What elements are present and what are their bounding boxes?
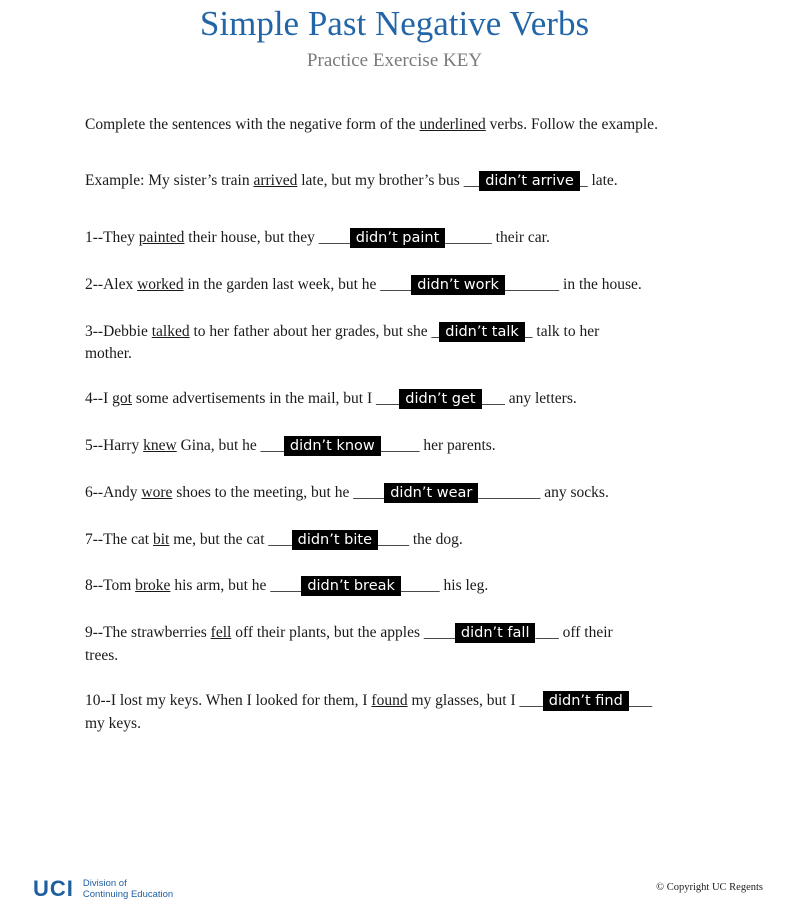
answer-box: didn’t work bbox=[411, 275, 505, 295]
answer-box: didn’t bite bbox=[292, 530, 378, 550]
blank-after: ______ bbox=[445, 229, 492, 246]
sentence-verb: got bbox=[112, 390, 132, 407]
sentence-pre: 9--The strawberries bbox=[85, 624, 211, 641]
blank-after: ___ bbox=[481, 390, 505, 407]
blank-after: ____ bbox=[378, 531, 409, 548]
blank-after: ________ bbox=[478, 484, 541, 501]
sentence-pre: 3--Debbie bbox=[85, 323, 152, 340]
page-subtitle: Practice Exercise KEY bbox=[306, 50, 483, 71]
instructions-text-1: Complete the sentences with the negative form of the bbox=[85, 116, 420, 133]
sentence-post: late. bbox=[587, 172, 618, 189]
answer-box: didn’t wear bbox=[384, 483, 478, 503]
sentence-mid: me, but the cat bbox=[169, 531, 269, 548]
exercise-item-continuation: my keys. bbox=[85, 715, 141, 732]
sentence-post: off their bbox=[558, 624, 613, 641]
blank-after: _ bbox=[524, 323, 533, 340]
blank-after: _____ bbox=[380, 437, 420, 454]
sentence-mid: Gina, but he bbox=[176, 437, 261, 454]
instructions bbox=[85, 116, 685, 134]
sentence-verb: worked bbox=[137, 276, 184, 293]
blank-after: ___ bbox=[628, 692, 653, 709]
uci-logo-text: UCI bbox=[33, 876, 74, 901]
blank-after: _____ bbox=[400, 577, 440, 594]
exercise-item bbox=[85, 320, 599, 343]
sentence-mid: shoes to the meeting, but he bbox=[172, 484, 354, 501]
sentence-mid: late, but my brother’s bus bbox=[297, 172, 464, 189]
exercise-item bbox=[85, 621, 613, 644]
sentence-verb: arrived bbox=[253, 172, 298, 189]
exercise-item bbox=[85, 226, 550, 249]
division-name bbox=[83, 878, 173, 900]
sentence-mid: their house, but they bbox=[184, 229, 319, 246]
sentence-post: the dog. bbox=[409, 531, 463, 548]
exercise-item-continuation: trees. bbox=[85, 647, 119, 664]
sentence-post: any socks. bbox=[540, 484, 609, 501]
blank-before: ____ bbox=[380, 276, 412, 293]
sentence-verb: knew bbox=[143, 437, 177, 454]
exercise-item bbox=[85, 387, 577, 410]
sentence-pre: 8--Tom bbox=[85, 577, 136, 594]
sentence-post: her parents. bbox=[419, 437, 496, 454]
sentence-pre: 4--I bbox=[85, 390, 113, 407]
sentence-verb: found bbox=[371, 692, 408, 709]
answer-box: didn’t paint bbox=[350, 228, 446, 248]
sentence-pre: 2--Alex bbox=[85, 276, 138, 293]
sentence-post: his leg. bbox=[439, 577, 489, 594]
instructions-underlined-word: underlined bbox=[419, 116, 486, 133]
sentence-pre: Example: My sister’s train bbox=[85, 172, 254, 189]
sentence-pre: 7--The cat bbox=[85, 531, 153, 548]
blank-before: __ bbox=[463, 172, 480, 189]
sentence-mid: off their plants, but the apples bbox=[231, 624, 424, 641]
page-title: Simple Past Negative Verbs bbox=[199, 4, 590, 43]
answer-box: didn’t know bbox=[284, 436, 381, 456]
blank-before: ____ bbox=[270, 577, 302, 594]
sentence-post: their car. bbox=[491, 229, 550, 246]
exercise-item bbox=[85, 574, 488, 597]
answer-box: didn’t fall bbox=[455, 623, 536, 643]
sentence-verb: bit bbox=[153, 531, 170, 548]
copyright: © Copyright UC Regents bbox=[656, 882, 763, 893]
sentence-mid: his arm, but he bbox=[170, 577, 271, 594]
sentence-pre: 1--They bbox=[85, 229, 139, 246]
answer-box: didn’t talk bbox=[439, 322, 525, 342]
example-sentence bbox=[85, 169, 618, 192]
exercise-item-continuation: mother. bbox=[85, 345, 132, 362]
blank-before: ___ bbox=[376, 390, 400, 407]
sentence-post: any letters. bbox=[504, 390, 577, 407]
sentence-verb: wore bbox=[141, 484, 173, 501]
answer-box: didn’t get bbox=[399, 389, 481, 409]
sentence-mid: in the garden last week, but he bbox=[183, 276, 381, 293]
answer-box: didn’t find bbox=[543, 691, 629, 711]
blank-before: ___ bbox=[268, 531, 292, 548]
sentence-verb: broke bbox=[135, 577, 171, 594]
exercise-item bbox=[85, 528, 463, 551]
division-line-1: Division of bbox=[82, 878, 127, 889]
sentence-verb: talked bbox=[151, 323, 190, 340]
blank-before: ___ bbox=[519, 692, 543, 709]
blank-before: ____ bbox=[318, 229, 350, 246]
sentence-mid: some advertisements in the mail, but I bbox=[131, 390, 377, 407]
blank-before: ___ bbox=[260, 437, 284, 454]
sentence-verb: painted bbox=[138, 229, 185, 246]
answer-box: didn’t break bbox=[301, 576, 401, 596]
exercise-item bbox=[85, 689, 652, 712]
exercise-item bbox=[85, 434, 496, 457]
division-line-2: Continuing Education bbox=[82, 889, 174, 900]
answer-box: didn’t arrive bbox=[479, 171, 580, 191]
blank-after: _ bbox=[579, 172, 588, 189]
blank-before: _ bbox=[431, 323, 440, 340]
blank-before: ____ bbox=[353, 484, 385, 501]
exercise-item bbox=[85, 481, 609, 504]
blank-after: ___ bbox=[535, 624, 559, 641]
blank-after: _______ bbox=[504, 276, 560, 293]
sentence-mid: my glasses, but I bbox=[407, 692, 520, 709]
blank-before: ____ bbox=[423, 624, 455, 641]
sentence-post: in the house. bbox=[559, 276, 642, 293]
sentence-post: talk to her bbox=[532, 323, 600, 340]
exercise-item bbox=[85, 273, 642, 296]
uci-logo bbox=[33, 876, 173, 902]
instructions-text-2: verbs. Follow the example. bbox=[485, 116, 658, 133]
sentence-pre: 6--Andy bbox=[85, 484, 142, 501]
sentence-pre: 10--I lost my keys. When I looked for them, I bbox=[85, 692, 372, 709]
sentence-pre: 5--Harry bbox=[85, 437, 144, 454]
sentence-mid: to her father about her grades, but she bbox=[189, 323, 432, 340]
sentence-verb: fell bbox=[210, 624, 232, 641]
